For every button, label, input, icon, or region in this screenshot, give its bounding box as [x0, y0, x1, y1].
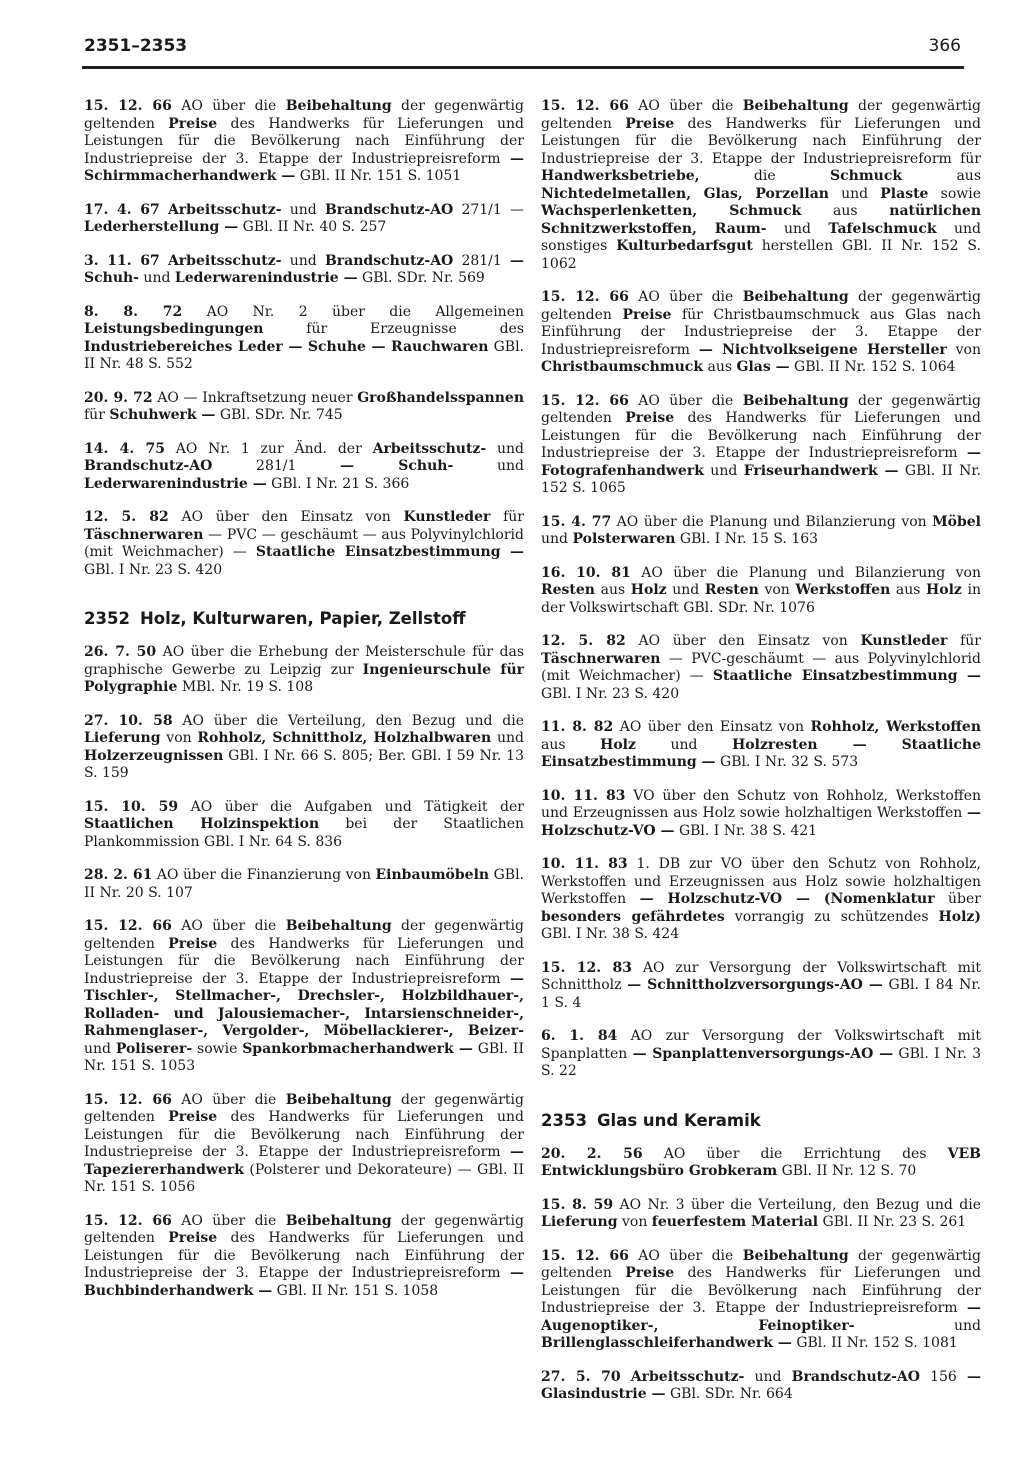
section-number: 2352 [84, 609, 130, 628]
entry-text: VO über den Schutz von Rohholz, Werkstoffen und Erzeugnissen aus Holz sowie holzhaltigen Werkstoffen — Holzschutz-VO — GBl. I Nr. 38 S. 421 [541, 787, 982, 839]
entry-text: AO über die Beibehaltung der gegenwärtig geltenden Preise des Handwerks für Lieferungen und Leistungen für die Bevölkerung nach Einführung der Industriepreise der 3. Etappe der Industriepreisreform — Tischler-, Stellmacher-, Drechsler-, Holzbildhauer-, Rolladen- und Jalousiemacher-, Intarsienschneider-, Rahmenglaser-, Vergolder-, Möbellackierer-, Beizer- und Poliserer- sowie Spankorbmacherhandwerk — GBl. II Nr. 151 S. 1053 [84, 918, 524, 1074]
entry-date: 15. 12. 66 [541, 392, 629, 409]
index-entry [541, 289, 981, 377]
entry-date: 6. 1. 84 [541, 1028, 618, 1044]
entry-text: AO Nr. 3 über die Verteilung, den Bezug und die Lieferung von feuerfestem Material GBl. II Nr. 23 S. 261 [541, 1196, 981, 1230]
section-number: 2353 [541, 1110, 587, 1130]
index-entry [84, 253, 524, 288]
index-entry [541, 565, 981, 618]
entry-date: 15. 4. 77 [541, 513, 612, 530]
entry-text: AO über die Beibehaltung der gegenwärtig geltenden Preise des Handwerks für Lieferungen und Leistungen für die Bevölkerung nach Einführung der Industriepreise der 3. Etappe der Industriepreisreform für Handwerksbetriebe, die Schmuck aus Nichtedelmetallen, Glas, Porzellan und Plaste sowie Wachsperlenketten, Schmuck aus natürlichen Schnitzwerkstoffen, Raum- und Tafelschmuck und sonstiges Kulturbedarfsgut herstellen GBl. II Nr. 152 S. 1062 [541, 98, 981, 272]
entry-date: 12. 5. 82 [84, 509, 169, 525]
index-entry [541, 1028, 981, 1081]
index-entry [84, 644, 524, 697]
entry-date: 3. 11. 67 [84, 252, 160, 269]
entry-text: AO über die Aufgaben und Tätigkeit der Staatlichen Holzinspektion bei der Staatlichen Plankommission GBl. I Nr. 64 S. 836 [84, 798, 524, 850]
entry-date: 10. 11. 83 [541, 856, 628, 872]
index-entry [541, 1197, 981, 1232]
left-column [84, 98, 524, 1316]
entry-text: AO über den Einsatz von Kunstleder für Täschnerwaren — PVC — geschäumt — aus Polyvinylchlorid (mit Weichmacher) — Staatliche Einsatzbestimmung — GBl. I Nr. 23 S. 420 [84, 509, 524, 578]
section-heading [541, 1111, 981, 1130]
entry-date: 11. 8. 82 [541, 719, 614, 735]
entry-date: 15. 12. 66 [84, 98, 172, 114]
entry-date: 26. 7. 50 [84, 644, 157, 660]
index-entry [84, 799, 524, 852]
entry-text: AO über die Planung und Bilanzierung von Möbel und Polsterwaren GBl. I Nr. 15 S. 163 [541, 513, 981, 547]
entry-text: Arbeitsschutz- und Brandschutz-AO 281/1 — Schuh- und Lederwarenindustrie — GBl. SDr. Nr. 569 [84, 252, 525, 286]
index-entry [84, 98, 524, 186]
index-entry [84, 509, 524, 579]
entry-date: 15. 12. 66 [84, 1212, 172, 1229]
index-entry [541, 98, 981, 273]
index-entry [84, 1213, 524, 1301]
entry-text: AO über die Beibehaltung der gegenwärtig geltenden Preise des Handwerks für Lieferungen und Leistungen für die Bevölkerung nach Einführung der Industriepreise der 3. Etappe der Industriepreisreform — Tapeziererhandwerk (Polsterer und Dekorateure) — GBl. II Nr. 151 S. 1056 [84, 1091, 524, 1195]
index-entry [541, 633, 981, 703]
entry-date: 27. 10. 58 [84, 712, 173, 729]
index-entry [84, 867, 524, 902]
entry-text: AO zur Versorgung der Volkswirtschaft mit Spanplatten — Spanplattenversorgungs-AO — GBl. I Nr. 3 S. 22 [541, 1028, 981, 1079]
entry-text: AO über die Planung und Bilanzierung von Resten aus Holz und Resten von Werkstoffen aus Holz in der Volkswirtschaft GBl. SDr. Nr. 1076 [541, 564, 981, 616]
index-entry [84, 1092, 524, 1197]
index-entry [84, 390, 524, 425]
page-number: 366 [928, 36, 961, 56]
entry-date: 15. 12. 83 [541, 959, 632, 976]
index-entry [84, 918, 524, 1076]
entry-date: 14. 4. 75 [84, 440, 165, 457]
entry-date: 20. 9. 72 [84, 389, 153, 406]
entry-date: 15. 10. 59 [84, 798, 179, 815]
entry-text: AO über die Beibehaltung der gegenwärtig geltenden Preise des Handwerks für Lieferungen und Leistungen für die Bevölkerung nach Einführung der Industriepreise der 3. Etappe der Industriepreisreform — Fotografenhandwerk und Friseurhandwerk — GBl. II Nr. 152 S. 1065 [541, 392, 982, 496]
index-entry [541, 393, 981, 498]
entry-text: AO über die Erhebung der Meisterschule für das graphische Gewerbe zu Leipzig zur Ingenieurschule für Polygraphie MBl. Nr. 19 S. 108 [84, 644, 525, 695]
entry-date: 16. 10. 81 [541, 564, 631, 581]
index-entry [541, 1369, 981, 1404]
index-entry [541, 856, 981, 944]
index-entry [541, 719, 981, 772]
entry-date: 8. 8. 72 [84, 303, 183, 320]
index-entry [541, 1146, 981, 1181]
entry-date: 17. 4. 67 [84, 201, 160, 218]
entry-text: AO über die Errichtung des VEB Entwicklungsbüro Grobkeram GBl. II Nr. 12 S. 70 [541, 1145, 982, 1179]
entry-text: AO zur Versorgung der Volkswirtschaft mit Schnittholz — Schnittholzversorgungs-AO — GBl. I 84 Nr. 1 S. 4 [541, 959, 981, 1011]
entry-date: 20. 2. 56 [541, 1145, 643, 1162]
index-entry [84, 304, 524, 374]
entry-date: 28. 2. 61 [84, 867, 153, 883]
entry-date: 10. 11. 83 [541, 787, 626, 804]
index-entry [84, 441, 524, 494]
entry-text: AO Nr. 1 zur Änd. der Arbeitsschutz- und Brandschutz-AO 281/1 — Schuh- und Lederwarenindustrie — GBl. I Nr. 21 S. 366 [84, 440, 524, 492]
entry-text: 1. DB zur VO über den Schutz von Rohholz, Werkstoffen und Erzeugnissen aus Holz sowie holzhaltigen Werkstoffen — Holzschutz-VO — (Nomenklatur über besonders gefährdetes vorrangig zu schützendes Holz) GBl. I Nr. 38 S. 424 [541, 856, 982, 942]
entry-text: Arbeitsschutz- und Brandschutz-AO 156 — Glasindustrie — GBl. SDr. Nr. 664 [541, 1368, 981, 1402]
index-entry [84, 202, 524, 237]
entry-date: 15. 8. 59 [541, 1196, 614, 1213]
entry-date: 15. 12. 66 [84, 918, 172, 934]
section-title: Holz, Kulturwaren, Papier, Zellstoff [140, 609, 466, 628]
index-entry [541, 788, 981, 841]
right-column [541, 98, 981, 1420]
entry-text: AO — Inkraftsetzung neuer Großhandelsspannen für Schuhwerk — GBl. SDr. Nr. 745 [84, 389, 525, 423]
index-entry [541, 1248, 981, 1353]
entry-text: AO über den Einsatz von Kunstleder für Täschnerwaren — PVC-geschäumt — aus Polyvinylchlorid (mit Weichmacher) — Staatliche Einsatzbestimmung — GBl. I Nr. 23 S. 420 [541, 633, 981, 702]
entry-text: AO Nr. 2 über die Allgemeinen Leistungsbedingungen für Erzeugnisse des Industriebereiches Leder — Schuhe — Rauchwaren GBl. II Nr. 48 S. 552 [84, 303, 524, 372]
entry-text: AO über die Beibehaltung der gegenwärtig geltenden Preise für Christbaumschmuck aus Glas nach Einführung der Industriepreise der 3. Etappe der Industriepreisreform — Nichtvolkseigene Hersteller von Christbaumschmuck aus Glas — GBl. II Nr. 152 S. 1064 [541, 289, 981, 375]
entry-text: AO über die Finanzierung von Einbaumöbeln GBl. II Nr. 20 S. 107 [84, 867, 524, 901]
entry-date: 27. 5. 70 [541, 1368, 621, 1385]
entry-date: 15. 12. 66 [84, 1091, 172, 1108]
entry-text: AO über die Beibehaltung der gegenwärtig geltenden Preise des Handwerks für Lieferungen und Leistungen für die Bevölkerung nach Einführung der Industriepreise der 3. Etappe der Industriepreisreform — Buchbinderhandwerk — GBl. II Nr. 151 S. 1058 [84, 1212, 524, 1299]
entry-date: 15. 12. 66 [541, 1247, 629, 1264]
entry-date: 15. 12. 66 [541, 98, 629, 114]
header-rule [82, 66, 964, 69]
section-heading [84, 609, 524, 628]
page-header-range: 2351–2353 [84, 36, 188, 56]
entry-text: Arbeitsschutz- und Brandschutz-AO 271/1 — Lederherstellung — GBl. II Nr. 40 S. 257 [84, 201, 525, 235]
index-entry [541, 514, 981, 549]
section-title: Glas und Keramik [597, 1110, 761, 1130]
entry-text: AO über die Verteilung, den Bezug und die Lieferung von Rohholz, Schnittholz, Holzhalbwaren und Holzerzeugnissen GBl. I Nr. 66 S. 805; Ber. GBl. I 59 Nr. 13 S. 159 [84, 712, 524, 781]
entry-date: 12. 5. 82 [541, 633, 626, 649]
entry-text: AO über den Einsatz von Rohholz, Werkstoffen aus Holz und Holzresten — Staatliche Einsatzbestimmung — GBl. I Nr. 32 S. 573 [541, 719, 982, 770]
entry-text: AO über die Beibehaltung der gegenwärtig geltenden Preise des Handwerks für Lieferungen und Leistungen für die Bevölkerung nach Einführung der Industriepreise der 3. Etappe der Industriepreisreform — Augenoptiker-, Feinoptiker- und Brillenglasschleiferhandwerk — GBl. II Nr. 152 S. 1081 [541, 1247, 981, 1351]
index-entry [84, 713, 524, 783]
entry-text: AO über die Beibehaltung der gegenwärtig geltenden Preise des Handwerks für Lieferungen und Leistungen für die Bevölkerung nach Einführung der Industriepreise der 3. Etappe der Industriepreisreform — Schirmmacherhandwerk — GBl. II Nr. 151 S. 1051 [84, 98, 524, 184]
index-entry [541, 960, 981, 1013]
entry-date: 15. 12. 66 [541, 289, 629, 305]
